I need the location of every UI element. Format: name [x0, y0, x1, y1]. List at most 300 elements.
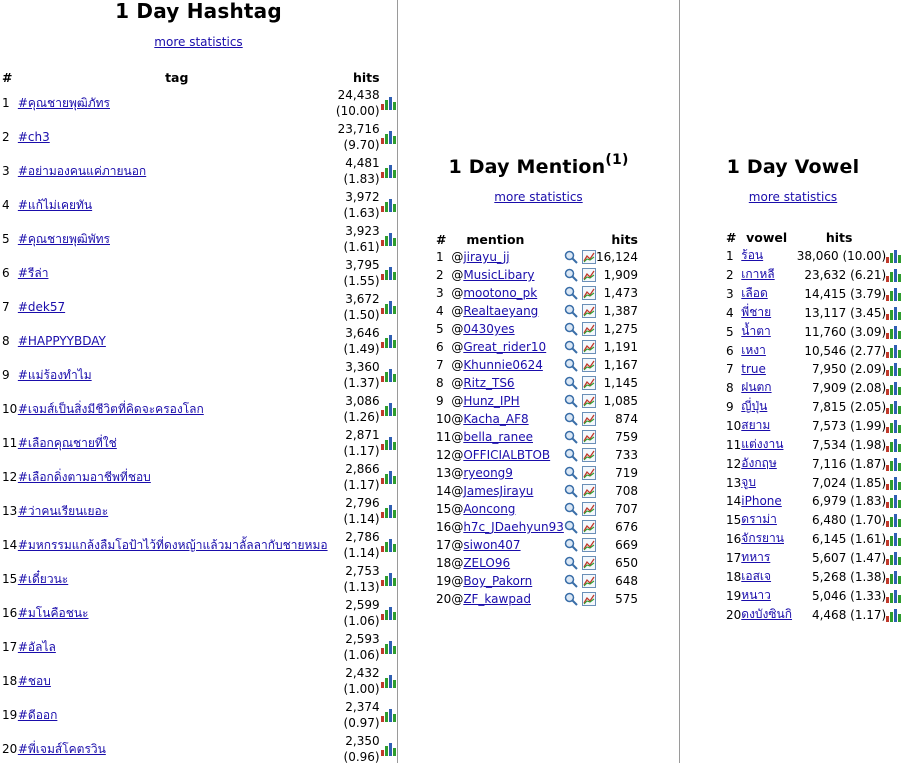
bar-chart-icon[interactable]	[381, 607, 396, 620]
bar-chart-icon[interactable]	[381, 369, 396, 382]
hits-value: 3,672	[345, 292, 380, 306]
at-sign: @	[451, 484, 464, 498]
row-number: 10	[2, 402, 18, 416]
table-row	[436, 536, 638, 554]
graph-icon[interactable]	[582, 340, 596, 354]
bar-chart-icon[interactable]	[886, 495, 901, 508]
mention-footnote-marker: (1)	[605, 152, 629, 168]
magnifier-icon[interactable]	[564, 340, 578, 354]
row-number: 7	[436, 358, 444, 372]
table-row	[726, 473, 902, 492]
row-number: 14	[2, 538, 18, 552]
hashtag-title: 1 Day Hashtag	[115, 0, 282, 23]
tag-link[interactable]: #dek57	[17, 300, 66, 314]
chart-cell	[886, 416, 902, 435]
bar-chart-icon[interactable]	[886, 288, 901, 301]
bar-chart-icon[interactable]	[886, 533, 901, 546]
row-number: 18	[2, 674, 18, 688]
table-row	[0, 630, 397, 664]
bar-chart-icon[interactable]	[381, 437, 396, 450]
row-number: 18	[436, 556, 452, 570]
row-number: 3	[726, 286, 734, 301]
bar-chart-icon[interactable]	[886, 382, 901, 395]
chart-cell	[380, 120, 397, 154]
table-row	[0, 256, 397, 290]
graph-icon[interactable]	[582, 466, 596, 480]
bar-chart-icon[interactable]	[381, 743, 396, 756]
row-number: 5	[726, 324, 734, 339]
tag-link[interactable]: #ว่าคนเรียนเยอะ	[17, 503, 109, 518]
hits-percent: (9.70)	[343, 138, 380, 152]
mention-link[interactable]: ryeong9	[463, 466, 513, 480]
graph-icon[interactable]	[582, 448, 596, 462]
row-number: 16	[2, 606, 18, 620]
hits-cell	[336, 120, 380, 154]
table-row	[0, 596, 397, 630]
table-row	[726, 492, 902, 510]
vowel-link[interactable]: เหงา	[741, 343, 766, 357]
table-row	[0, 698, 397, 732]
hits-header: hits	[825, 229, 853, 245]
table-row	[436, 482, 638, 500]
mention-rows	[436, 248, 638, 608]
tag-link[interactable]: #คุณชายพุฒิภัทร	[17, 95, 110, 110]
vowel-link[interactable]: ญี่ปุ่น	[741, 399, 768, 413]
table-row	[0, 562, 397, 596]
vowel-link[interactable]: ทหาร	[741, 550, 771, 564]
bar-chart-icon[interactable]	[381, 335, 396, 348]
vowel-title: 1 Day Vowel	[726, 156, 860, 178]
hits-value: 14,415 (3.79)	[804, 286, 887, 301]
graph-icon[interactable]	[582, 592, 596, 606]
bar-chart-icon[interactable]	[381, 233, 396, 246]
vowel-link[interactable]: ร้อน	[741, 248, 764, 262]
table-row	[0, 188, 397, 222]
bar-chart-icon[interactable]	[381, 131, 396, 144]
at-sign: @	[451, 592, 464, 606]
table-row	[436, 392, 638, 410]
vowel-link[interactable]: จักรยาน	[741, 531, 784, 545]
graph-icon[interactable]	[582, 520, 596, 534]
magnifier-icon[interactable]	[564, 358, 578, 372]
table-row	[436, 338, 638, 356]
bar-chart-icon[interactable]	[886, 326, 901, 339]
mention-link[interactable]: siwon407	[463, 538, 521, 552]
at-sign: @	[451, 430, 464, 444]
hits-value: 733	[615, 448, 638, 462]
row-number: 5	[436, 322, 444, 336]
icon-cell	[564, 428, 596, 446]
hits-value: 1,167	[603, 358, 638, 372]
tag-link[interactable]: #แก้ไม่เคยทัน	[17, 197, 93, 212]
chart-cell	[380, 188, 397, 222]
magnifier-icon[interactable]	[564, 430, 578, 444]
hits-value: 4,481	[345, 156, 380, 170]
icon-cell	[564, 536, 596, 554]
icon-cell	[564, 302, 596, 320]
mention-link[interactable]: Boy_Pakorn	[463, 574, 533, 588]
bar-chart-icon[interactable]	[886, 458, 901, 471]
hits-cell	[336, 358, 380, 392]
magnifier-icon[interactable]	[564, 466, 578, 480]
mention-link[interactable]: Kacha_AF8	[463, 412, 529, 426]
mention-cell	[451, 464, 564, 482]
vowel-link[interactable]: อังกฤษ	[741, 456, 777, 470]
table-row	[0, 222, 397, 256]
table-row	[0, 392, 397, 426]
vowel-link[interactable]: สยาม	[741, 418, 771, 432]
tag-link[interactable]: #เลือกดิ่งตามอาชีพที่ชอบ	[17, 469, 151, 484]
chart-cell	[380, 358, 397, 392]
mention-cell	[451, 428, 564, 446]
icon-cell	[564, 320, 596, 338]
hashtag-table	[0, 68, 397, 763]
tag-cell	[18, 460, 336, 494]
mention-header-row	[436, 230, 638, 248]
graph-icon[interactable]	[582, 538, 596, 552]
graph-icon[interactable]	[582, 484, 596, 498]
magnifier-icon[interactable]	[564, 574, 578, 588]
magnifier-icon[interactable]	[564, 304, 578, 318]
table-row	[726, 416, 902, 435]
graph-icon[interactable]	[582, 358, 596, 372]
magnifier-icon[interactable]	[564, 502, 578, 516]
hits-value: 4,468 (1.17)	[811, 607, 887, 622]
chart-cell	[380, 426, 397, 460]
tag-link[interactable]: #มโนคือชนะ	[17, 605, 89, 620]
mention-link[interactable]: mootono_pk	[463, 286, 538, 300]
hits-percent: (1.14)	[343, 546, 380, 560]
hits-value: 7,534 (1.98)	[811, 437, 887, 452]
bar-chart-icon[interactable]	[381, 709, 396, 722]
tag-link[interactable]: #มหกรรมแกล้งลืมโอป้าไว้ที่ดงหญ้าแล้วมาลั้ลลากับชายหมอ	[17, 537, 328, 552]
mention-link[interactable]: JamesJirayu	[463, 484, 534, 498]
vowel-link[interactable]: พี่ชาย	[741, 305, 772, 319]
row-number: 11	[726, 437, 742, 452]
bar-chart-icon[interactable]	[381, 199, 396, 212]
num-header: #	[726, 229, 737, 245]
at-sign: @	[451, 502, 464, 516]
hashtag-rows	[0, 86, 397, 763]
chart-cell	[380, 154, 397, 188]
table-row	[726, 548, 902, 567]
tag-link[interactable]: #รีล่า	[17, 265, 49, 280]
tag-link[interactable]: #ch3	[17, 130, 50, 144]
icon-cell	[564, 392, 596, 410]
vowel-cell	[741, 586, 792, 605]
graph-icon[interactable]	[582, 502, 596, 516]
chart-cell	[380, 528, 397, 562]
graph-icon[interactable]	[582, 376, 596, 390]
bar-chart-icon[interactable]	[381, 301, 396, 314]
row-number: 16	[436, 520, 452, 534]
graph-icon[interactable]	[582, 304, 596, 318]
tag-link[interactable]: #ชอบ	[17, 673, 51, 688]
hits-percent: (10.00)	[335, 104, 380, 118]
bar-chart-icon[interactable]	[886, 420, 901, 433]
tag-cell	[18, 222, 336, 256]
mention-link[interactable]: ZELO96	[463, 556, 511, 570]
tag-link[interactable]: #คุณชายพุฒิพัทร	[17, 231, 110, 246]
vowel-link[interactable]: หนาว	[741, 588, 771, 602]
vowel-cell	[741, 473, 792, 492]
mention-link[interactable]: Realtaeyang	[463, 304, 539, 318]
mention-link[interactable]: Aoncong	[463, 502, 516, 516]
mention-link[interactable]: MusicLibary	[463, 268, 535, 282]
mention-link[interactable]: bella_ranee	[463, 430, 533, 444]
hits-value: 24,438	[337, 88, 380, 102]
tag-link[interactable]: #แม่ร้องทำไม	[17, 367, 92, 382]
hits-value: 2,432	[345, 666, 380, 680]
hits-cell	[336, 426, 380, 460]
bar-chart-icon[interactable]	[381, 97, 396, 110]
magnifier-icon[interactable]	[564, 394, 578, 408]
mention-link[interactable]: OFFICIALBTOB	[463, 448, 551, 462]
icon-cell	[564, 500, 596, 518]
hits-cell	[336, 528, 380, 562]
hits-percent: (1.14)	[343, 512, 380, 526]
bar-chart-icon[interactable]	[381, 471, 396, 484]
mention-cell	[451, 320, 564, 338]
row-number: 17	[436, 538, 452, 552]
mention-link[interactable]: Khunnie0624	[463, 358, 543, 372]
bar-chart-icon[interactable]	[886, 345, 901, 358]
graph-icon[interactable]	[582, 268, 596, 282]
chart-cell	[380, 256, 397, 290]
mention-link[interactable]: Great_rider10	[463, 340, 547, 354]
row-number: 2	[436, 268, 444, 282]
graph-icon[interactable]	[582, 574, 596, 588]
bar-chart-icon[interactable]	[886, 250, 901, 263]
graph-icon[interactable]	[582, 394, 596, 408]
hits-value: 3,972	[345, 190, 380, 204]
hits-cell	[336, 256, 380, 290]
hits-cell	[336, 596, 380, 630]
at-sign: @	[451, 340, 464, 354]
row-number: 6	[726, 343, 734, 358]
at-sign: @	[451, 358, 464, 372]
hits-value: 11,760 (3.09)	[804, 324, 887, 339]
hits-cell	[336, 392, 380, 426]
hits-value: 2,374	[345, 700, 380, 714]
hits-value: 2,871	[345, 428, 380, 442]
table-row	[0, 358, 397, 392]
hits-value: 1,473	[603, 286, 638, 300]
mention-link[interactable]: Hunz_IPH	[463, 394, 520, 408]
bar-chart-icon[interactable]	[886, 552, 901, 565]
tag-link[interactable]: #HAPPYYBDAY	[17, 334, 106, 348]
hits-cell	[336, 698, 380, 732]
table-row	[436, 428, 638, 446]
mention-link[interactable]: h7c_JDaehyun93	[463, 520, 564, 534]
mention-cell	[451, 338, 564, 356]
row-number: 13	[2, 504, 18, 518]
at-sign: @	[451, 250, 464, 264]
bar-chart-icon[interactable]	[886, 477, 901, 490]
bar-chart-icon[interactable]	[886, 439, 901, 452]
hits-percent: (1.55)	[343, 274, 380, 288]
bar-chart-icon[interactable]	[886, 590, 901, 603]
bar-chart-icon[interactable]	[381, 165, 396, 178]
hits-value: 13,117 (3.45)	[804, 305, 887, 320]
graph-icon[interactable]	[582, 286, 596, 300]
hits-value: 7,950 (2.09)	[811, 362, 887, 376]
graph-icon[interactable]	[582, 556, 596, 570]
magnifier-icon[interactable]	[564, 250, 578, 264]
table-row	[726, 360, 902, 378]
vowel-link[interactable]: เอสเจ	[741, 569, 772, 583]
row-number: 20	[2, 742, 18, 756]
mention-cell	[451, 518, 564, 536]
chart-cell	[886, 341, 902, 360]
table-row	[0, 290, 397, 324]
tag-cell	[18, 290, 336, 324]
icon-cell	[564, 464, 596, 482]
magnifier-icon[interactable]	[564, 592, 578, 606]
tag-link[interactable]: #อัลไล	[17, 639, 56, 654]
table-row	[436, 518, 638, 536]
mention-cell	[451, 500, 564, 518]
chart-cell	[886, 510, 902, 529]
at-sign: @	[451, 322, 464, 336]
bar-chart-icon[interactable]	[381, 675, 396, 688]
row-number: 19	[436, 574, 452, 588]
bar-chart-icon[interactable]	[886, 609, 901, 622]
graph-icon[interactable]	[582, 322, 596, 336]
tag-header: tag	[165, 69, 189, 85]
hits-value: 2,753	[345, 564, 380, 578]
vowel-cell	[741, 265, 792, 284]
magnifier-icon[interactable]	[564, 448, 578, 462]
vowel-more-statistics-link[interactable]: more statistics	[748, 190, 838, 204]
hits-value: 5,607 (1.47)	[811, 550, 887, 565]
row-number: 13	[436, 466, 452, 480]
graph-icon[interactable]	[582, 412, 596, 426]
mention-cell	[451, 554, 564, 572]
row-number: 15	[2, 572, 18, 586]
magnifier-icon[interactable]	[564, 412, 578, 426]
magnifier-icon[interactable]	[564, 268, 578, 282]
chart-cell	[380, 630, 397, 664]
bar-chart-icon[interactable]	[381, 267, 396, 280]
mention-cell	[451, 356, 564, 374]
magnifier-icon[interactable]	[564, 538, 578, 552]
bar-chart-icon[interactable]	[886, 514, 901, 527]
vowel-link[interactable]: true	[741, 362, 766, 376]
at-sign: @	[451, 520, 464, 534]
bar-chart-icon[interactable]	[381, 539, 396, 552]
magnifier-icon[interactable]	[564, 322, 578, 336]
table-row	[436, 320, 638, 338]
mention-cell	[451, 284, 564, 302]
chart-cell	[886, 454, 902, 473]
vowel-link[interactable]: น้ำตา	[741, 324, 771, 338]
magnifier-icon[interactable]	[564, 520, 578, 534]
magnifier-icon[interactable]	[564, 484, 578, 498]
mention-link[interactable]: jirayu_jj	[463, 250, 510, 264]
row-number: 1	[2, 96, 10, 110]
hits-value: 7,116 (1.87)	[811, 456, 887, 471]
bar-chart-icon[interactable]	[886, 269, 901, 282]
magnifier-icon[interactable]	[564, 556, 578, 570]
row-number: 4	[726, 305, 734, 320]
tag-link[interactable]: #เดี๋ยวนะ	[17, 571, 69, 586]
magnifier-icon[interactable]	[564, 376, 578, 390]
hits-value: 708	[615, 484, 638, 498]
bar-chart-icon[interactable]	[381, 505, 396, 518]
magnifier-icon[interactable]	[564, 286, 578, 300]
mention-link[interactable]: 0430yes	[463, 322, 515, 336]
vowel-link[interactable]: ฝนตก	[741, 380, 772, 394]
vowel-table	[726, 228, 902, 624]
hits-cell	[336, 630, 380, 664]
at-sign: @	[451, 304, 464, 318]
mention-link[interactable]: ZF_kawpad	[463, 592, 531, 606]
hits-cell	[336, 732, 380, 763]
vowel-link[interactable]: เลือด	[741, 286, 768, 300]
table-row	[436, 410, 638, 428]
chart-cell	[886, 322, 902, 341]
mention-cell	[451, 266, 564, 284]
bar-chart-icon[interactable]	[381, 573, 396, 586]
num-header: #	[436, 231, 447, 247]
mention-more-statistics-link[interactable]: more statistics	[494, 190, 583, 204]
table-row	[436, 500, 638, 518]
vowel-link[interactable]: ดงบังซินกิ	[741, 607, 793, 621]
graph-icon[interactable]	[582, 250, 596, 264]
hits-percent: (1.63)	[343, 206, 380, 220]
bar-chart-icon[interactable]	[381, 641, 396, 654]
table-row	[726, 435, 902, 454]
tag-link[interactable]: #พี่เจมส์โคตรวิน	[17, 741, 106, 756]
chart-cell	[886, 567, 902, 586]
graph-icon[interactable]	[582, 430, 596, 444]
hits-cell	[336, 562, 380, 596]
vowel-link[interactable]: แต่งงาน	[741, 437, 784, 451]
chart-cell	[380, 596, 397, 630]
icon-cell	[564, 266, 596, 284]
chart-cell	[886, 265, 902, 284]
bar-chart-icon[interactable]	[886, 307, 901, 320]
bar-chart-icon[interactable]	[886, 363, 901, 376]
row-number: 3	[436, 286, 444, 300]
hits-value: 10,546 (2.77)	[804, 343, 887, 358]
row-number: 9	[2, 368, 10, 382]
hashtag-header-row	[0, 68, 397, 86]
hits-value: 2,350	[345, 734, 380, 748]
tag-link[interactable]: #เจมส์เป็นสิ่งมีชีวิตที่คิดจะครองโลก	[17, 401, 204, 416]
vowel-link[interactable]: เกาหลี	[741, 267, 775, 281]
mention-header: mention	[466, 231, 525, 247]
icon-cell	[564, 248, 596, 266]
bar-chart-icon[interactable]	[886, 401, 901, 414]
bar-chart-icon[interactable]	[886, 571, 901, 584]
tag-link[interactable]: #อย่ามองคนแค่ภายนอก	[17, 163, 147, 178]
bar-chart-icon[interactable]	[381, 403, 396, 416]
at-sign: @	[451, 412, 464, 426]
vowel-link[interactable]: iPhone	[741, 494, 782, 508]
mention-link[interactable]: Ritz_TS6	[463, 376, 515, 390]
vowel-link[interactable]: ดราม่า	[741, 512, 777, 526]
hashtag-more-statistics-link[interactable]: more statistics	[154, 35, 243, 49]
hits-value: 23,632 (6.21)	[804, 267, 887, 282]
hits-value: 648	[615, 574, 638, 588]
vowel-link[interactable]: จูบ	[741, 475, 756, 489]
hits-cell	[336, 188, 380, 222]
tag-link[interactable]: #เลือกคุณชายที่ใช่	[17, 435, 117, 450]
tag-link[interactable]: #ดีออก	[17, 707, 58, 722]
icon-cell	[564, 518, 596, 536]
